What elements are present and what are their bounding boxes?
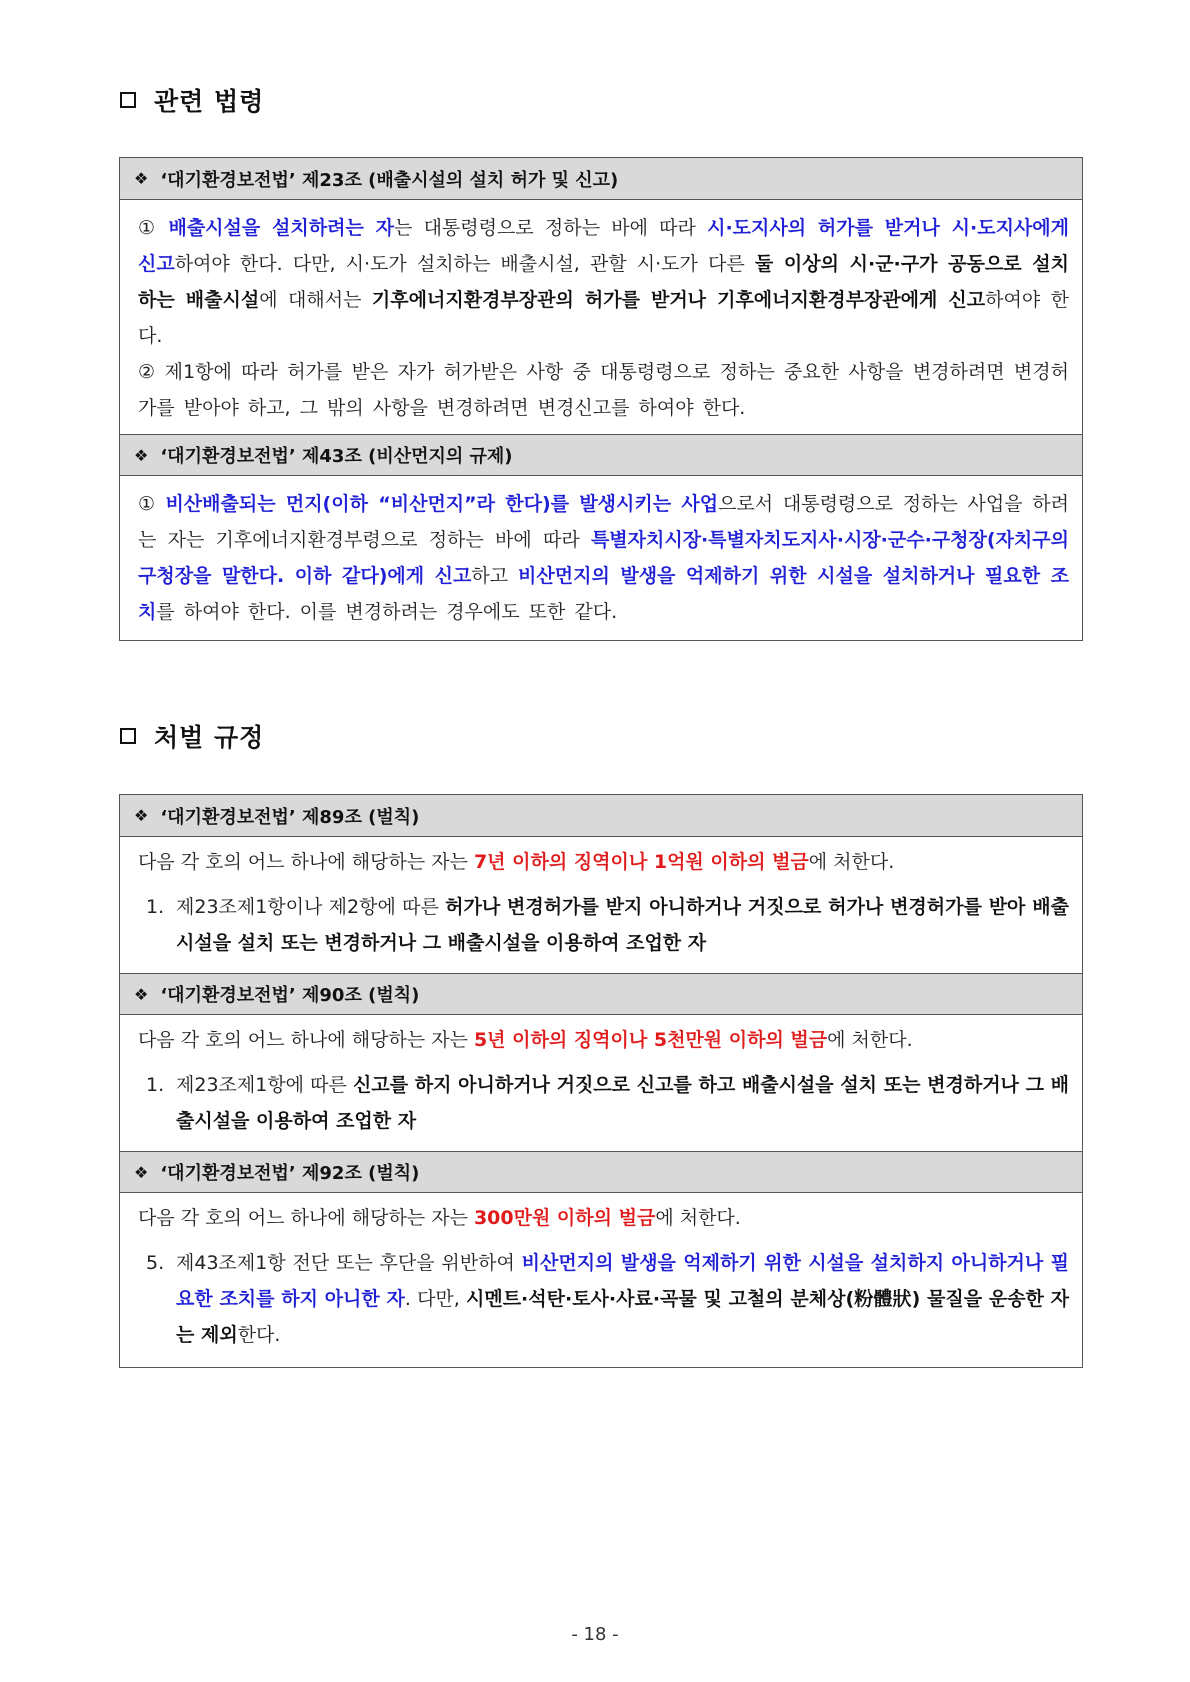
article-90-header — [120, 973, 1082, 1015]
diamond-icon: ❖ — [134, 1162, 149, 1182]
article-23-header — [120, 158, 1082, 200]
article-89-lead: 다음 각 호의 어느 하나에 해당하는 자는 7년 이하의 징역이나 1억원 이하의 벌금에 처한다. — [138, 851, 895, 873]
article-89-item: 1. 제23조제1항이나 제2항에 따른 허가나 변경허가를 받지 아니하거나 거짓으로 허가나 변경허가를 받아 배출시설을 설치 또는 변경하거나 그 배출시설을 이용하여 조업한 자 — [146, 896, 1069, 954]
article-89-header — [120, 795, 1082, 837]
article-90-title: ‘대기환경보전법’ 제90조 (벌칙) — [160, 985, 420, 1006]
section-title-text: 처벌 규정 — [154, 723, 265, 752]
article-92-title: ‘대기환경보전법’ 제92조 (벌칙) — [160, 1163, 420, 1184]
article-23-body — [120, 200, 1082, 434]
article-92-item: 5. 제43조제1항 전단 또는 후단을 위반하여 비산먼지의 발생을 억제하기 위한 시설을 설치하지 아니하거나 필요한 조치를 하지 아니한 자. 다만, 시멘트·석탄·토사·사료·곡물 및 고철의 분체상(粉體狀) 물질을 운송한 자는 제외한다. — [146, 1252, 1070, 1346]
section-title-related-laws — [120, 82, 264, 118]
diamond-icon: ❖ — [134, 445, 149, 465]
diamond-icon: ❖ — [134, 169, 149, 188]
article-43-body: ① 비산배출되는 먼지(이하 “비산먼지”라 한다)를 발생시키는 사업으로서 대통령령으로 정하는 사업을 하려는 자는 기후에너지환경부령으로 정하는 바에 따라 특별자치시장·특별자치도지사·시장·군수·구청장(자치구의 구청장을 말한다. 이하 같다)에게 신고하고 비산먼지의 발생을 억제하기 위한 시설을 설치하거나 필요한 조치를 하여야 한다. 이를 변경하려는 경우에도 또한 같다. — [138, 493, 1069, 623]
article-92-header — [120, 1151, 1082, 1193]
article-90-item: 1. 제23조제1항에 따른 신고를 하지 아니하거나 거짓으로 신고를 하고 배출시설을 설치 또는 변경하거나 그 배출시설을 이용하여 조업한 자 — [146, 1074, 1069, 1132]
article-92-lead: 다음 각 호의 어느 하나에 해당하는 자는 300만원 이하의 벌금에 처한다. — [138, 1207, 741, 1229]
section-title-penalties — [120, 718, 264, 754]
article-23-paragraph-2: ② 제1항에 따라 허가를 받은 자가 허가받은 사항 중 대통령령으로 정하는 중요한 사항을 변경하려면 변경허가를 받아야 하고, 그 밖의 사항을 변경하려면 변경신고를 하여야 한다. — [138, 361, 1069, 419]
penalties-box — [119, 794, 1083, 1368]
article-43-header — [120, 434, 1082, 476]
diamond-icon: ❖ — [134, 806, 149, 825]
article-23-paragraph-1: ① 배출시설을 설치하려는 자는 대통령령으로 정하는 바에 따라 시·도지사의 허가를 받거나 시·도지사에게 신고하여야 한다. 다만, 시·도가 설치하는 배출시설, 관할 시·도가 다른 둘 이상의 시·군·구가 공동으로 설치하는 배출시설에 대해서는 기후에너지환경부장관의 허가를 받거나 기후에너지환경부장관에게 신고하여야 한다. — [138, 217, 1070, 347]
article-90-lead: 다음 각 호의 어느 하나에 해당하는 자는 5년 이하의 징역이나 5천만원 이하의 벌금에 처한다. — [138, 1029, 913, 1051]
square-outline-icon — [120, 92, 136, 108]
square-outline-icon — [120, 728, 136, 744]
page-number: - 18 - — [571, 1624, 619, 1645]
diamond-icon: ❖ — [134, 984, 149, 1004]
section-title-text: 관련 법령 — [154, 87, 265, 116]
related-laws-box — [119, 157, 1083, 641]
article-23-title: ‘대기환경보전법’ 제23조 (배출시설의 설치 허가 및 신고) — [160, 169, 619, 191]
article-89-title: ‘대기환경보전법’ 제89조 (벌칙) — [160, 806, 420, 828]
article-43-title: ‘대기환경보전법’ 제43조 (비산먼지의 규제) — [160, 446, 513, 467]
